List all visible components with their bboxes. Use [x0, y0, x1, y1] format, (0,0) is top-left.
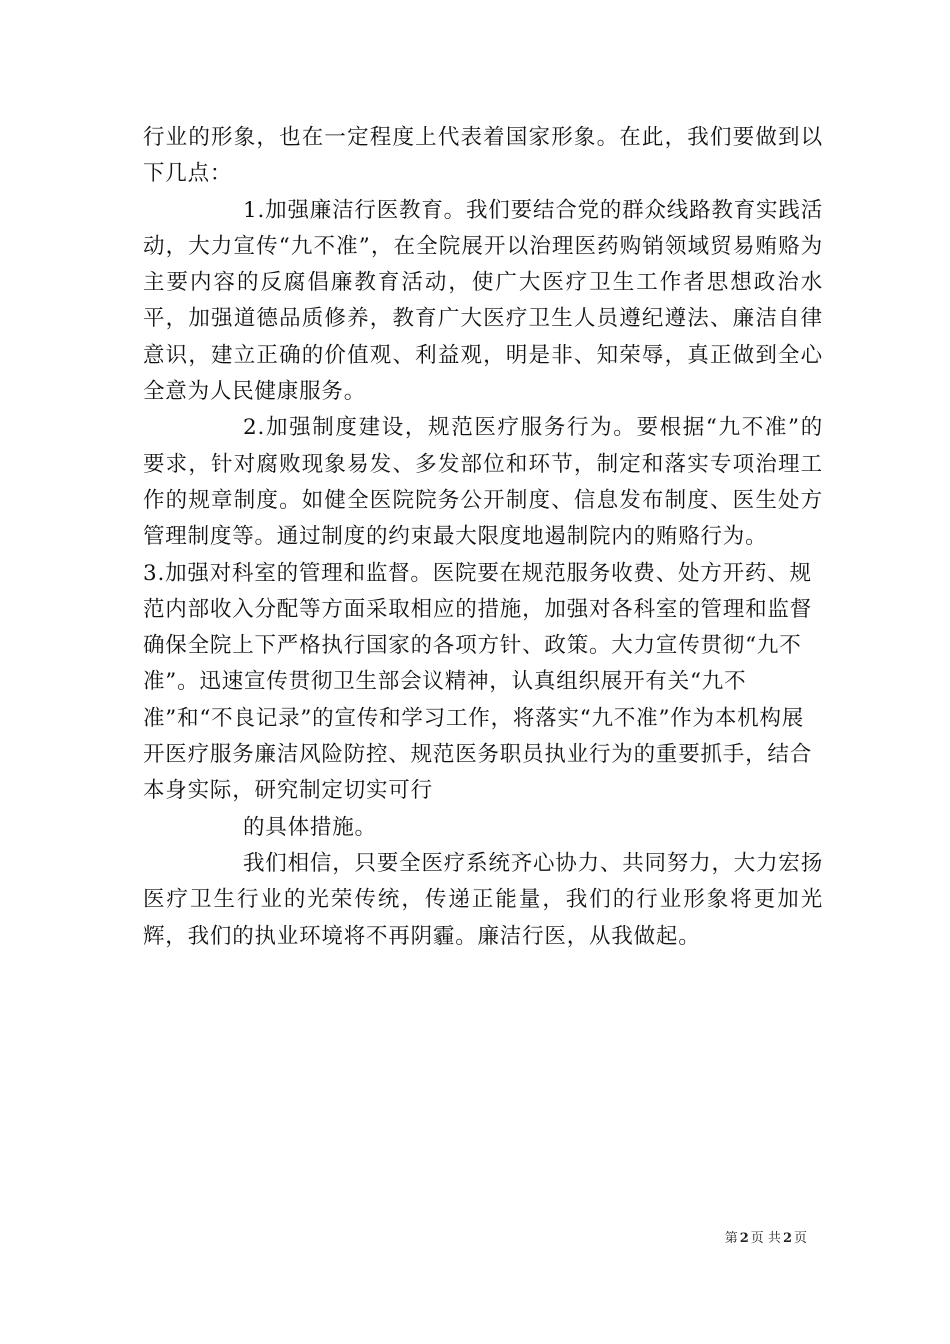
total-page-number: 2 [782, 1231, 792, 1246]
footer-suffix: 页 [793, 1231, 807, 1246]
current-page-number: 2 [739, 1231, 749, 1246]
paragraph-continuation: 行业的形象，也在一定程度上代表着国家形象。在此，我们要做到以下几点： [143, 125, 823, 187]
paragraph-point-3-end: 的具体措施。 [243, 814, 377, 840]
paragraph-point-2: 2.加强制度建设，规范医疗服务行为。要根据“九不准”的要求，针对腐败现象易发、多发部位和环节，制定和落实专项治理工作的规章制度。如健全医院院务公开制度、信息发布制度、医生处方管理制度等。通过制度的约束最大限度地遏制院内的贿赂行为。 [143, 415, 823, 550]
document-body [143, 120, 823, 955]
paragraph-point-1: 1.加强廉洁行医教育。我们要结合党的群众线路教育实践活动，大力宣传“九不准”，在全院展开以治理医药购销领域贸易贿赂为主要内容的反腐倡廉教育活动，使广大医疗卫生工作者思想政治水平，加强道德品质修养，教育广大医疗卫生人员遵纪遵法、廉洁自律意识，建立正确的价值观、利益观，明是非、知荣辱，真正做到全心全意为人民健康服务。 [143, 197, 823, 405]
paragraph-conclusion: 我们相信，只要全医疗系统齐心协力、共同努力，大力宏扬医疗卫生行业的光荣传统，传递正能量，我们的行业形象将更加光辉，我们的执业环境将不再阴霾。廉洁行医，从我做起。 [143, 850, 823, 949]
footer-prefix: 第 [724, 1231, 738, 1246]
paragraph-point-3: 3.加强对科室的管理和监督。医院要在规范服务收费、处方开药、规范内部收入分配等方面采取相应的措施，加强对各科室的管理和监督确保全院上下严格执行国家的各项方针、政策。大力宣传贯彻“九不准”。迅速宣传贯彻卫生部会议精神，认真组织展开有关“九不准”和“不良记录”的宣传和学习工作，将落实“九不准”作为本机构展开医疗服务廉洁风险防控、规范医务职员执业行为的重要抓手，结合本身实际，研究制定切实可行 [143, 560, 813, 804]
footer-middle: 页 共 [750, 1231, 781, 1246]
page-number-footer [725, 1231, 807, 1247]
